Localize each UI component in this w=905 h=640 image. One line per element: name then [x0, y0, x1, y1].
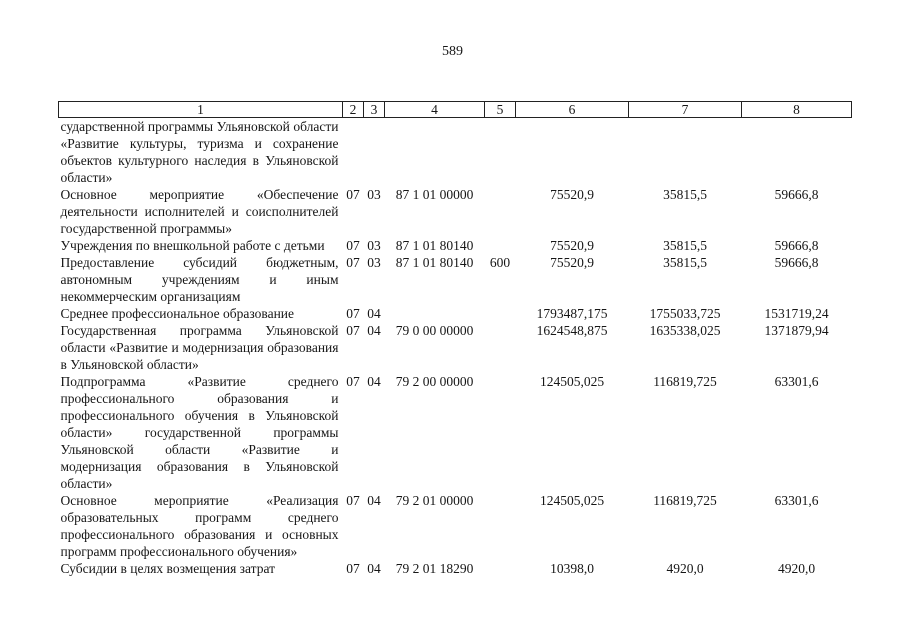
table-row: [59, 492, 852, 560]
row-value-6: 75520,9: [550, 187, 594, 202]
header-col-5: 5: [485, 102, 516, 118]
row-subsection: 04: [367, 306, 381, 321]
row-section: 07: [346, 493, 360, 508]
row-section: 07: [346, 255, 360, 270]
row-value-6: 75520,9: [550, 238, 594, 253]
row-name: Среднее профессиональное образование: [60, 306, 295, 321]
row-expense-type: [485, 118, 516, 187]
row-value-7: 35815,5: [663, 238, 707, 253]
row-name: Основное мероприятие «Обеспечение деятельности исполнителей и соисполнителей государственной программы»: [60, 187, 339, 236]
header-col-1: 1: [59, 102, 343, 118]
row-value-6: 1624548,875: [536, 323, 608, 338]
row-expense-type: [485, 560, 516, 577]
row-value-8: 59666,8: [774, 238, 819, 253]
header-col-8: 8: [742, 102, 852, 118]
row-name: Субсидии в целях возмещения затрат: [60, 561, 276, 576]
row-value-8: 59666,8: [774, 255, 819, 270]
row-value-6: [516, 118, 629, 187]
table-header: [59, 102, 852, 118]
row-section: [343, 118, 364, 187]
row-subsection: 04: [367, 561, 381, 576]
row-value-8: 1371879,94: [764, 323, 829, 338]
row-value-8: 63301,6: [774, 374, 819, 389]
row-value-8: [742, 118, 852, 187]
row-value-6: 10398,0: [550, 561, 594, 576]
row-subsection: 03: [367, 255, 381, 270]
row-value-8: 63301,6: [774, 493, 819, 508]
row-name: Учреждения по внешкольной работе с детьми: [60, 238, 325, 253]
row-subsection: 04: [367, 374, 381, 389]
row-expense-type: [485, 237, 516, 254]
row-target-article: 87 1 01 00000: [395, 187, 474, 202]
table-row: [59, 254, 852, 305]
row-value-6: 124505,025: [539, 374, 605, 389]
budget-table: [58, 101, 852, 577]
row-expense-type: [485, 186, 516, 237]
row-subsection: 04: [367, 493, 381, 508]
table-row: [59, 237, 852, 254]
table-row: [59, 560, 852, 577]
row-section: 07: [346, 187, 360, 202]
page-number: 589: [442, 44, 463, 59]
row-target-article: [385, 305, 485, 322]
row-value-7: 116819,725: [653, 493, 717, 508]
row-section: 07: [346, 323, 360, 338]
row-target-article: [385, 118, 485, 187]
row-value-7: 35815,5: [663, 255, 707, 270]
header-col-6: 6: [516, 102, 629, 118]
row-value-7: [629, 118, 742, 187]
row-section: 07: [346, 306, 360, 321]
row-value-6: 124505,025: [539, 493, 605, 508]
row-expense-type: [485, 322, 516, 373]
table-body: [59, 118, 852, 578]
row-expense-type: 600: [489, 255, 511, 270]
row-name: Основное мероприятие «Реализация образовательных программ среднего профессионального образования и основных программ профессионального обучения»: [60, 493, 339, 559]
table-row: [59, 305, 852, 322]
header-row: [59, 102, 852, 118]
row-expense-type: [485, 305, 516, 322]
row-subsection: [364, 118, 385, 187]
row-name: Предоставление субсидий бюджетным, автономным учреждениям и иным некоммерческим организациям: [60, 255, 339, 304]
header-col-7: 7: [629, 102, 742, 118]
table-row: [59, 118, 852, 187]
row-name: Подпрограмма «Развитие среднего профессионального образования и профессионального обучения в Ульяновской области» государственной программы Ульяновской области «Развитие и модернизация образования в Ульяновской области»: [60, 374, 339, 491]
header-col-3: 3: [364, 102, 385, 118]
row-target-article: 79 0 00 00000: [395, 323, 474, 338]
header-col-2: 2: [343, 102, 364, 118]
table-row: [59, 322, 852, 373]
row-value-7: 116819,725: [653, 374, 717, 389]
row-value-6: 1793487,175: [536, 306, 608, 321]
row-section: 07: [346, 238, 360, 253]
row-subsection: 03: [367, 187, 381, 202]
row-expense-type: [485, 492, 516, 560]
table-row: [59, 373, 852, 492]
row-value-7: 1635338,025: [649, 323, 721, 338]
row-value-8: 1531719,24: [764, 306, 829, 321]
row-subsection: 03: [367, 238, 381, 253]
table-row: [59, 186, 852, 237]
row-value-8: 4920,0: [777, 561, 816, 576]
row-target-article: 79 2 00 00000: [395, 374, 474, 389]
row-value-8: 59666,8: [774, 187, 819, 202]
row-subsection: 04: [367, 323, 381, 338]
row-value-7: 35815,5: [663, 187, 707, 202]
row-name: сударственной программы Ульяновской области «Развитие культуры, туризма и сохранение объектов культурного наследия в Ульяновской области»: [60, 119, 339, 185]
row-target-article: 79 2 01 00000: [395, 493, 474, 508]
row-section: 07: [346, 374, 360, 389]
row-value-7: 1755033,725: [649, 306, 721, 321]
row-target-article: 79 2 01 18290: [395, 561, 474, 576]
header-col-4: 4: [385, 102, 485, 118]
row-value-6: 75520,9: [550, 255, 594, 270]
row-target-article: 87 1 01 80140: [395, 238, 474, 253]
row-expense-type: [485, 373, 516, 492]
row-section: 07: [346, 561, 360, 576]
row-value-7: 4920,0: [666, 561, 704, 576]
row-name: Государственная программа Ульяновской области «Развитие и модернизация образования в Ульяновской области»: [60, 323, 339, 372]
row-target-article: 87 1 01 80140: [395, 255, 474, 270]
